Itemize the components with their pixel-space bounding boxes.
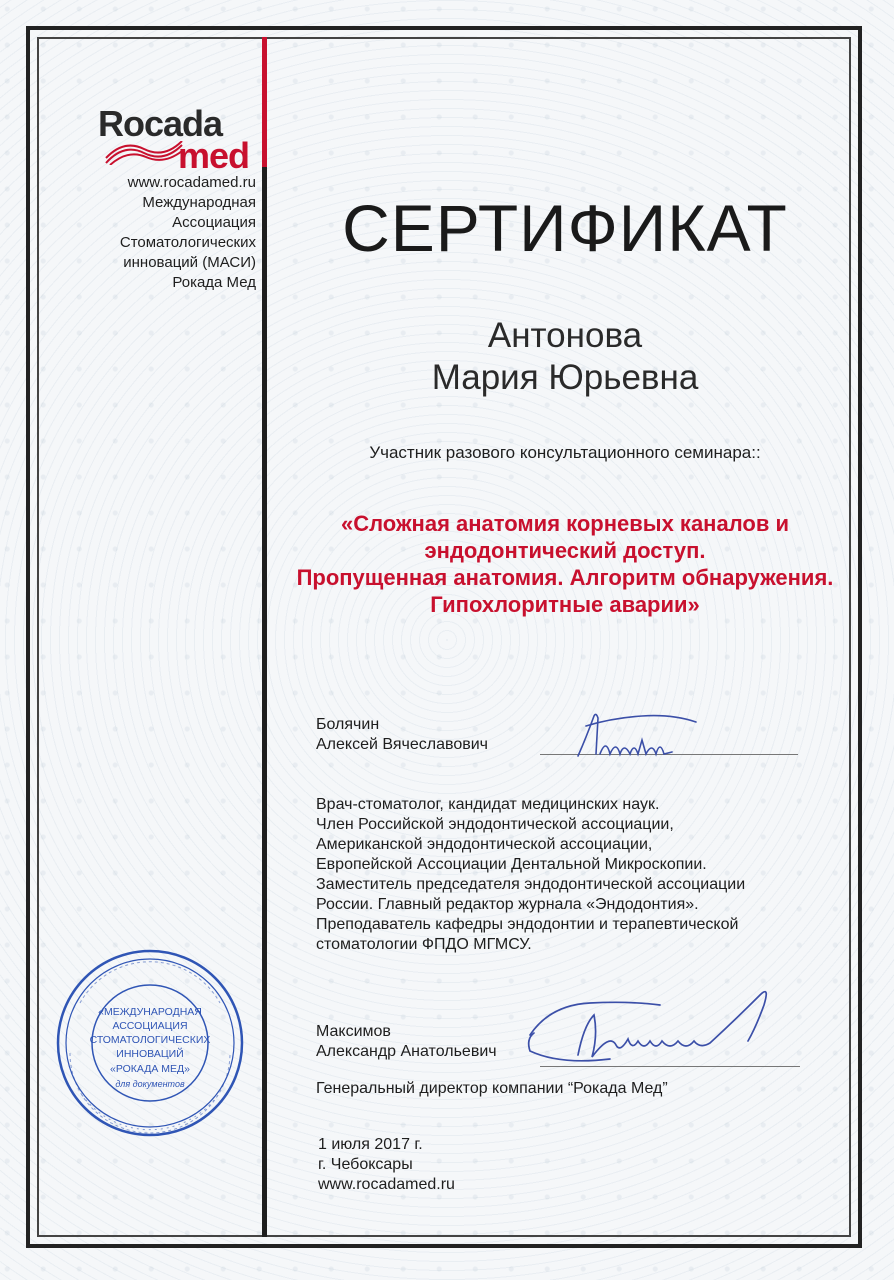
signer1-bio	[316, 795, 856, 955]
issue-date: 1 июля 2017 г.	[318, 1136, 423, 1153]
rocadamed-logo	[98, 103, 268, 176]
organization-stamp	[50, 943, 250, 1143]
bio-line: Врач-стоматолог, кандидат медицинских наук.	[316, 796, 660, 813]
recipient-last-name: Антонова	[487, 316, 643, 355]
org-line: Стоматологических	[119, 234, 256, 251]
seminar-line: «Сложная анатомия корневых каналов и	[340, 511, 789, 536]
seminar-title	[270, 510, 860, 618]
signer2-last-name: Максимов	[316, 1023, 391, 1040]
stamp-center-line: «МЕЖДУНАРОДНАЯ	[98, 1006, 202, 1018]
certificate-title: СЕРТИФИКАТ	[342, 191, 788, 265]
logo-waves-icon	[104, 141, 184, 165]
signer1-name	[316, 715, 488, 755]
bio-line: Член Российской эндодонтической ассоциации,	[316, 816, 674, 833]
stamp-center-line: АССОЦИАЦИЯ	[112, 1020, 188, 1032]
signer2-role: Генеральный директор компании “Рокада Мед”	[316, 1080, 668, 1097]
issue-city: г. Чебоксары	[318, 1156, 413, 1173]
signer1-signature	[572, 708, 702, 768]
seminar-line: эндодонтический доступ.	[424, 538, 706, 563]
org-line: инноваций (МАСИ)	[123, 254, 256, 271]
stamp-center-line: ИННОВАЦИЙ	[116, 1048, 184, 1060]
bio-line: Преподаватель кафедры эндодонтии и терапевтической	[316, 916, 739, 933]
bio-line: Европейской Ассоциации Дентальной Микроскопии.	[316, 856, 707, 873]
seminar-line: Пропущенная анатомия. Алгоритм обнаружения.	[296, 565, 834, 590]
logo-brand-part2: med	[178, 135, 250, 176]
vertical-divider	[262, 37, 267, 1237]
signer2-first-names: Александр Анатольевич	[316, 1043, 497, 1060]
signer2-name	[316, 1022, 497, 1062]
bio-line: Заместитель председателя эндодонтической ассоциации	[316, 876, 746, 893]
recipient-first-names: Мария Юрьевна	[431, 358, 699, 397]
footer-website: www.rocadamed.ru	[318, 1176, 455, 1193]
org-line: Международная	[142, 194, 256, 211]
org-line: Ассоциация	[172, 214, 256, 231]
certificate-footer	[318, 1135, 455, 1195]
signer2-signature	[520, 975, 790, 1075]
logo-website: www.rocadamed.ru	[127, 174, 256, 191]
seminar-line: Гипохлоритные аварии»	[430, 592, 700, 617]
bio-line: стоматологии ФПДО МГМСУ.	[316, 936, 532, 953]
stamp-center-line: «РОКАДА МЕД»	[110, 1063, 190, 1075]
bio-line: Американской эндодонтической ассоциации,	[316, 836, 653, 853]
bio-line: России. Главный редактор журнала «Эндодонтия».	[316, 896, 699, 913]
signer1-first-names: Алексей Вячеславович	[316, 736, 488, 753]
stamp-center-line: СТОМАТОЛОГИЧЕСКИХ	[89, 1034, 211, 1046]
signer1-last-name: Болячин	[316, 716, 380, 733]
stamp-center-line: для документов	[115, 1079, 185, 1089]
participant-text: Участник разового консультационного семинара::	[369, 443, 761, 462]
org-line: Рокада Мед	[172, 274, 256, 291]
recipient-name	[270, 315, 860, 399]
logo-brand-part1: Rocada	[98, 103, 223, 144]
organization-block	[120, 173, 256, 293]
